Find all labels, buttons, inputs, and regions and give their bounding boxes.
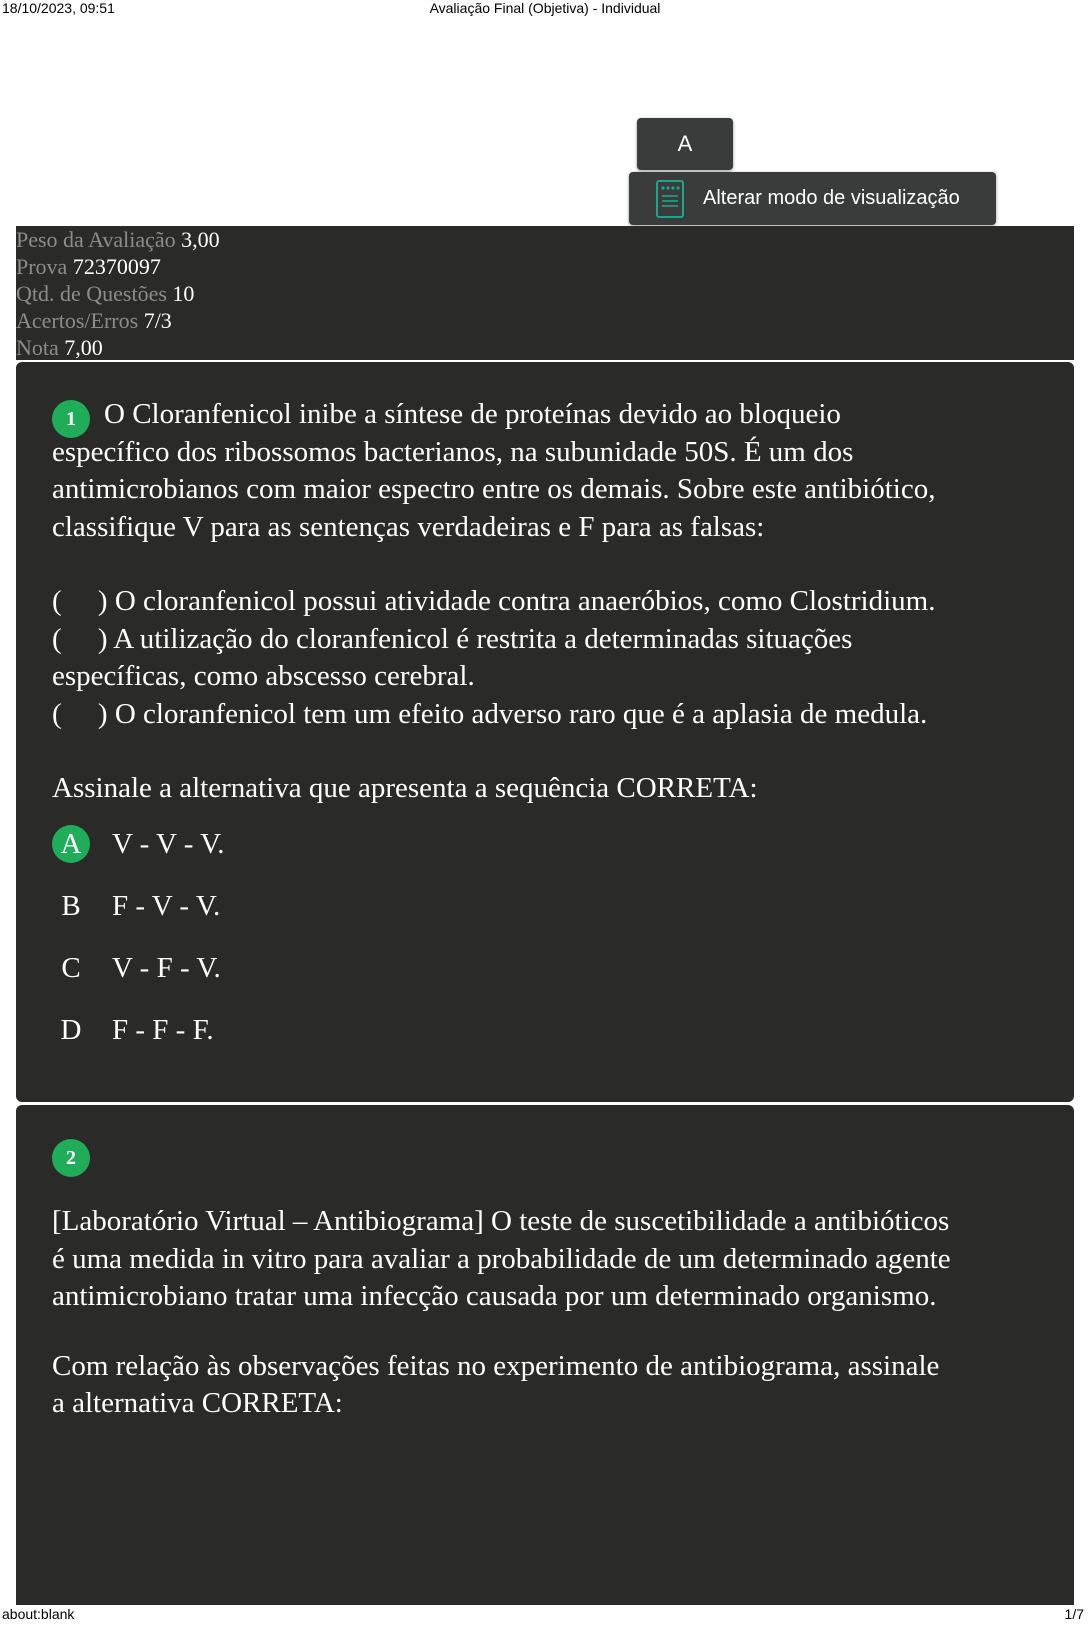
summary-label: Nota: [16, 335, 59, 360]
question-line: a alternativa CORRETA:: [52, 1387, 343, 1419]
question-line: classifique V para as sentenças verdadeiras e F para as falsas:: [52, 510, 765, 543]
summary-label: Peso da Avaliação: [16, 227, 176, 252]
option-letter: D: [60, 1013, 82, 1046]
summary-question-count: [16, 280, 1074, 307]
question-card-2: [16, 1105, 1074, 1605]
view-mode-label: Alterar modo de visualização: [703, 187, 960, 209]
statement-line: ( ) A utilização do cloranfenicol é restrita a determinadas situações: [52, 622, 853, 655]
option-text: V - V - V.: [112, 827, 225, 860]
option-letter: A: [52, 825, 90, 863]
print-header: [0, 0, 1090, 20]
document-icon: [655, 179, 685, 219]
question-line: antimicrobianos com maior espectro entre os demais. Sobre este antibiótico,: [52, 473, 936, 505]
question-text: [52, 1203, 951, 1423]
summary-value: 72370097: [72, 254, 161, 279]
summary-exam-id: [16, 253, 1074, 280]
question-number-badge: 2: [52, 1139, 90, 1177]
print-footer: [0, 1606, 1090, 1626]
option-a[interactable]: [52, 824, 225, 864]
summary-value: 10: [172, 281, 195, 306]
assessment-summary: [16, 226, 1074, 360]
question-line: antimicrobiano tratar uma infecção causada por um determinado organismo.: [52, 1280, 937, 1312]
summary-label: Qtd. de Questões: [16, 281, 167, 306]
change-view-mode-button[interactable]: [629, 172, 996, 225]
question-line: Com relação às observações feitas no experimento de antibiograma, assinale: [52, 1349, 940, 1382]
option-text: F - V - V.: [112, 889, 221, 922]
font-size-label: A: [677, 131, 693, 156]
option-letter: C: [61, 951, 81, 984]
statement-line: ( ) O cloranfenicol tem um efeito adverso raro que é a aplasia de medula.: [52, 697, 928, 730]
print-page-number: 1/7: [1064, 1606, 1084, 1622]
question-number-badge: 1: [52, 400, 90, 438]
question-line: O Cloranfenicol inibe a síntese de proteínas devido ao bloqueio: [104, 398, 841, 430]
print-url: about:blank: [2, 1606, 75, 1622]
question-line: é uma medida in vitro para avaliar a probabilidade de um determinado agente: [52, 1242, 951, 1275]
option-text: F - F - F.: [112, 1013, 214, 1046]
question-line: [Laboratório Virtual – Antibiograma] O teste de suscetibilidade a antibióticos: [52, 1205, 950, 1237]
summary-weight: [16, 226, 1074, 253]
font-size-button[interactable]: [637, 118, 733, 170]
option-text: V - F - V.: [112, 951, 221, 984]
summary-value: 7/3: [143, 308, 172, 333]
summary-hits-errors: [16, 307, 1074, 334]
summary-value: 3,00: [181, 227, 220, 252]
question-prompt: Assinale a alternativa que apresenta a sequência CORRETA:: [52, 772, 758, 804]
option-d[interactable]: [52, 1010, 214, 1050]
option-b[interactable]: [52, 886, 220, 926]
question-text: [52, 396, 935, 808]
question-card-1: [16, 362, 1074, 1102]
summary-value: 7,00: [64, 335, 103, 360]
print-datetime: 18/10/2023, 09:51: [2, 0, 115, 16]
print-title: Avaliação Final (Objetiva) - Individual: [429, 0, 661, 16]
statement-line: ( ) O cloranfenicol possui atividade contra anaeróbios, como Clostridium.: [52, 585, 936, 617]
question-line: específico dos ribossomos bacterianos, na subunidade 50S. É um dos: [52, 435, 854, 468]
summary-label: Acertos/Erros: [16, 308, 139, 333]
statement-line: específicas, como abscesso cerebral.: [52, 660, 475, 692]
summary-grade: [16, 334, 1074, 361]
summary-label: Prova: [16, 254, 68, 279]
option-letter: B: [61, 889, 81, 922]
option-c[interactable]: [52, 948, 221, 988]
